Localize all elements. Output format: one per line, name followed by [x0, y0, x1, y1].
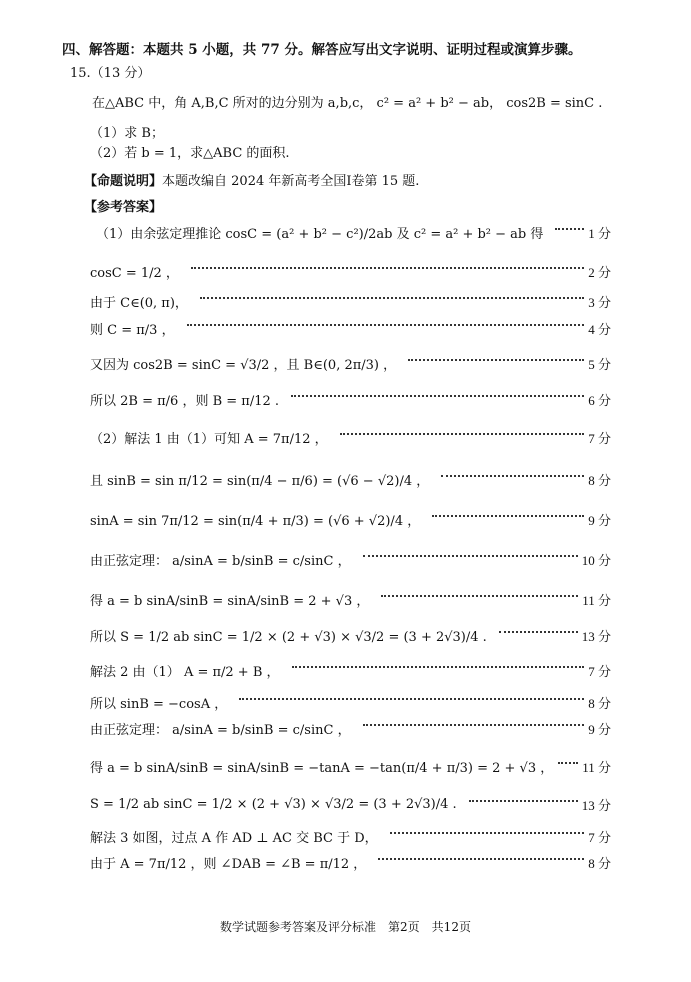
step-score: 5 分: [588, 356, 611, 372]
step-score-leader: [558, 750, 611, 782]
step-text: 且 sinB = sin π/12 = sin(π/4 − π/6) = (√6 − √2)/4 ，: [90, 473, 430, 489]
step-score-leader: [187, 312, 611, 344]
step-score-leader: [499, 619, 611, 651]
note-line: [84, 170, 419, 189]
dot-leader: [408, 359, 584, 361]
dot-leader: [378, 858, 584, 860]
step-score-leader: [378, 846, 611, 878]
answer-label: 【参考答案】: [84, 200, 163, 215]
step-text: 所以 S = 1/2 ab sinC = 1/2 × (2 + √3) × √3/2 = (3 + 2√3)/4 .: [90, 629, 487, 645]
step-score-leader: [441, 463, 611, 495]
dot-leader: [555, 228, 584, 230]
dot-leader: [469, 800, 578, 802]
solution-step: [0, 216, 691, 248]
step-score: 11 分: [582, 759, 611, 775]
step-score: 6 分: [588, 392, 611, 408]
dot-leader: [432, 515, 584, 517]
step-score-leader: [191, 255, 611, 287]
step-text: cosC = 1/2 ，: [90, 265, 179, 281]
problem-number: 15.（13 分）: [70, 66, 151, 81]
dot-leader: [292, 666, 584, 668]
note-text: 本题改编自 2024 年新高考全国Ⅰ卷第 15 题.: [162, 174, 420, 189]
step-text: 解法 3 如图，过点 A 作 AD ⊥ AC 交 BC 于 D，: [90, 830, 378, 846]
part-2: （2）若 b = 1，求△ABC 的面积.: [90, 146, 290, 161]
solution-step: [0, 788, 691, 820]
step-score-leader: [469, 788, 611, 820]
dot-leader: [381, 595, 578, 597]
step-score: 4 分: [588, 321, 611, 337]
dot-leader: [363, 555, 578, 557]
problem-statement: 在△ABC 中，角 A,B,C 所对的边分别为 a,b,c， c² = a² + b² − ab， cos2B = sinC .: [92, 96, 603, 111]
step-text: 又因为 cos2B = sinC = √3/2 ，且 B∈(0, 2π/3) ，: [90, 357, 397, 373]
solution-step: [0, 383, 691, 415]
dot-leader: [441, 475, 584, 477]
solution-step: [0, 543, 691, 575]
step-score: 9 分: [588, 721, 611, 737]
solution-step: [0, 654, 691, 686]
step-text: （2）解法 1 由（1）可知 A = 7π/12 ，: [90, 431, 328, 447]
step-text: 则 C = π/3 ，: [90, 322, 175, 338]
step-text: 由于 A = 7π/12 ，则 ∠DAB = ∠B = π/12 ，: [90, 856, 367, 872]
dot-leader: [340, 433, 584, 435]
solution-step: [0, 503, 691, 535]
solution-step: [0, 347, 691, 379]
step-score-leader: [381, 583, 611, 615]
solution-step: [0, 750, 691, 782]
step-text: sinA = sin 7π/12 = sin(π/4 + π/3) = (√6 + √2)/4 ，: [90, 513, 421, 529]
solution-step: [0, 846, 691, 878]
step-score: 11 分: [582, 592, 611, 608]
step-score: 8 分: [588, 472, 611, 488]
solution-step: [0, 583, 691, 615]
dot-leader: [363, 724, 584, 726]
step-text: 由正弦定理： a/sinA = b/sinB = c/sinC ，: [90, 553, 351, 569]
dot-leader: [200, 297, 584, 299]
dot-leader: [291, 395, 584, 397]
step-score-leader: [340, 421, 611, 453]
step-score: 7 分: [588, 829, 611, 845]
solution-step: [0, 463, 691, 495]
step-score: 3 分: [588, 294, 611, 310]
step-score: 7 分: [588, 663, 611, 679]
step-text: 由于 C∈(0, π)，: [90, 295, 188, 311]
solution-step: [0, 312, 691, 344]
step-text: 得 a = b sinA/sinB = sinA/sinB = −tanA = −tan(π/4 + π/3) = 2 + √3 ，: [90, 760, 554, 776]
step-score: 9 分: [588, 512, 611, 528]
dot-leader: [558, 762, 578, 764]
solution-step: [0, 619, 691, 651]
dot-leader: [191, 267, 584, 269]
step-score: 10 分: [581, 552, 611, 568]
solution-step: [0, 255, 691, 287]
step-score: 2 分: [588, 264, 611, 280]
step-score: 13 分: [581, 628, 611, 644]
step-score: 1 分: [588, 225, 611, 241]
dot-leader: [499, 631, 578, 633]
dot-leader: [239, 698, 584, 700]
step-text: （1）由余弦定理推论 cosC = (a² + b² − c²)/2ab 及 c² = a² + b² − ab 得: [96, 226, 544, 242]
page-footer: 数学试题参考答案及评分标准 第2页 共12页: [220, 920, 471, 934]
step-text: S = 1/2 ab sinC = 1/2 × (2 + √3) × √3/2 = (3 + 2√3)/4 .: [90, 796, 457, 812]
step-text: 所以 2B = π/6 ，则 B = π/12 .: [90, 393, 280, 409]
step-score: 13 分: [581, 797, 611, 813]
step-score: 8 分: [588, 855, 611, 871]
solution-step: [0, 421, 691, 453]
step-score-leader: [292, 654, 611, 686]
note-label: 【命题说明】: [84, 174, 163, 189]
dot-leader: [187, 324, 584, 326]
step-score-leader: [363, 712, 611, 744]
step-score: 8 分: [588, 695, 611, 711]
step-score-leader: [432, 503, 611, 535]
step-score-leader: [291, 383, 611, 415]
dot-leader: [390, 832, 584, 834]
solution-step: [0, 712, 691, 744]
step-text: 由正弦定理： a/sinA = b/sinB = c/sinC ，: [90, 722, 351, 738]
step-text: 所以 sinB = −cosA ，: [90, 696, 228, 712]
step-text: 得 a = b sinA/sinB = sinA/sinB = 2 + √3 ，: [90, 593, 370, 609]
section-heading: 四、解答题：本题共 5 小题，共 77 分。解答应写出文字说明、证明过程或演算步骤。: [62, 42, 582, 58]
step-text: 解法 2 由（1） A = π/2 + B ，: [90, 664, 280, 680]
step-score-leader: [363, 543, 611, 575]
step-score-leader: [555, 216, 611, 248]
step-score: 7 分: [588, 430, 611, 446]
part-1: （1）求 B；: [90, 126, 164, 141]
step-score-leader: [408, 347, 611, 379]
